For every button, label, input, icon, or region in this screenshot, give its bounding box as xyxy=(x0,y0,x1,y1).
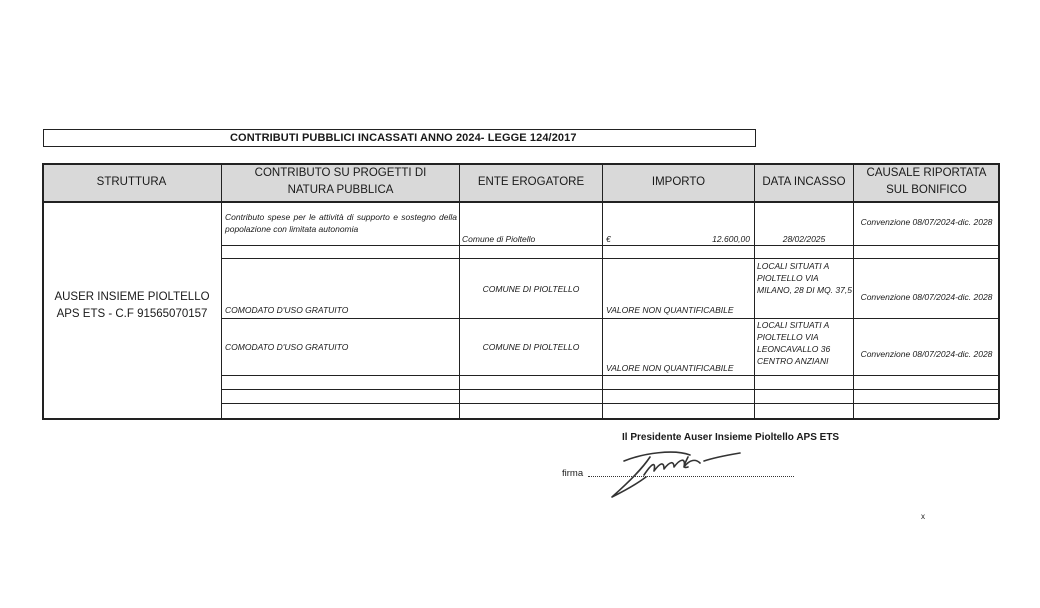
president-label: Il Presidente Auser Insieme Pioltello APS ETS xyxy=(622,432,840,443)
header-data: DATA INCASSO xyxy=(762,175,846,188)
corner-mark: x xyxy=(921,512,925,521)
row3-contributo: COMODATO D'USO GRATUITO xyxy=(225,342,349,352)
row1-contributo: Contributo spese per le attività di supporto e sostegno della popolazione con limitata autonomia xyxy=(225,212,457,234)
row3-importo: VALORE NON QUANTIFICABILE xyxy=(606,363,734,373)
row2-data: LOCALI SITUATI A PIOLTELLO VIA MILANO, 28 DI MQ. 37,5 xyxy=(757,261,852,295)
row1-causale: Convenzione 08/07/2024-dic. 2028 xyxy=(860,217,993,227)
row3-causale: Convenzione 08/07/2024-dic. 2028 xyxy=(860,349,993,359)
row2-importo: VALORE NON QUANTIFICABILE xyxy=(606,305,734,315)
row1-importo-value: 12.600,00 xyxy=(712,234,750,244)
row1-ente: Comune di Pioltello xyxy=(462,234,536,244)
firma-label: firma xyxy=(562,468,584,479)
row-divider xyxy=(221,258,999,259)
row3-data: LOCALI SITUATI A PIOLTELLO VIA LEONCAVALLO 36 CENTRO ANZIANI xyxy=(757,320,831,366)
column-divider xyxy=(853,163,854,419)
row2-ente: COMUNE DI PIOLTELLO xyxy=(482,284,580,294)
struttura-value: AUSER INSIEME PIOLTELLO APS ETS - C.F 91565070157 xyxy=(54,291,210,320)
document-title: CONTRIBUTI PUBBLICI INCASSATI ANNO 2024- LEGGE 124/2017 xyxy=(43,129,756,147)
row-divider xyxy=(221,318,999,319)
column-divider xyxy=(221,163,222,419)
row2-contributo: COMODATO D'USO GRATUITO xyxy=(225,305,349,315)
row1-data: 28/02/2025 xyxy=(782,234,826,244)
row-divider xyxy=(221,389,999,390)
handwritten-signature xyxy=(604,447,754,503)
row-divider xyxy=(221,403,999,404)
header-importo: IMPORTO xyxy=(651,175,706,188)
header-divider xyxy=(42,201,999,203)
table-border-bottom xyxy=(42,418,999,420)
row2-causale: Convenzione 08/07/2024-dic. 2028 xyxy=(860,292,993,302)
header-contributo: CONTRIBUTO SU PROGETTI DI NATURA PUBBLICA xyxy=(254,167,427,196)
column-divider xyxy=(754,163,755,419)
row-divider xyxy=(221,375,999,376)
row3-ente: COMUNE DI PIOLTELLO xyxy=(482,342,580,352)
header-causale: CAUSALE RIPORTATA SUL BONIFICO xyxy=(866,167,987,196)
contributions-table xyxy=(42,163,999,419)
row-divider xyxy=(221,245,999,246)
header-struttura: STRUTTURA xyxy=(96,175,167,188)
column-divider xyxy=(602,163,603,419)
table-border-right xyxy=(998,163,1000,419)
row1-importo-currency: € xyxy=(606,234,611,244)
header-ente: ENTE EROGATORE xyxy=(477,175,585,188)
